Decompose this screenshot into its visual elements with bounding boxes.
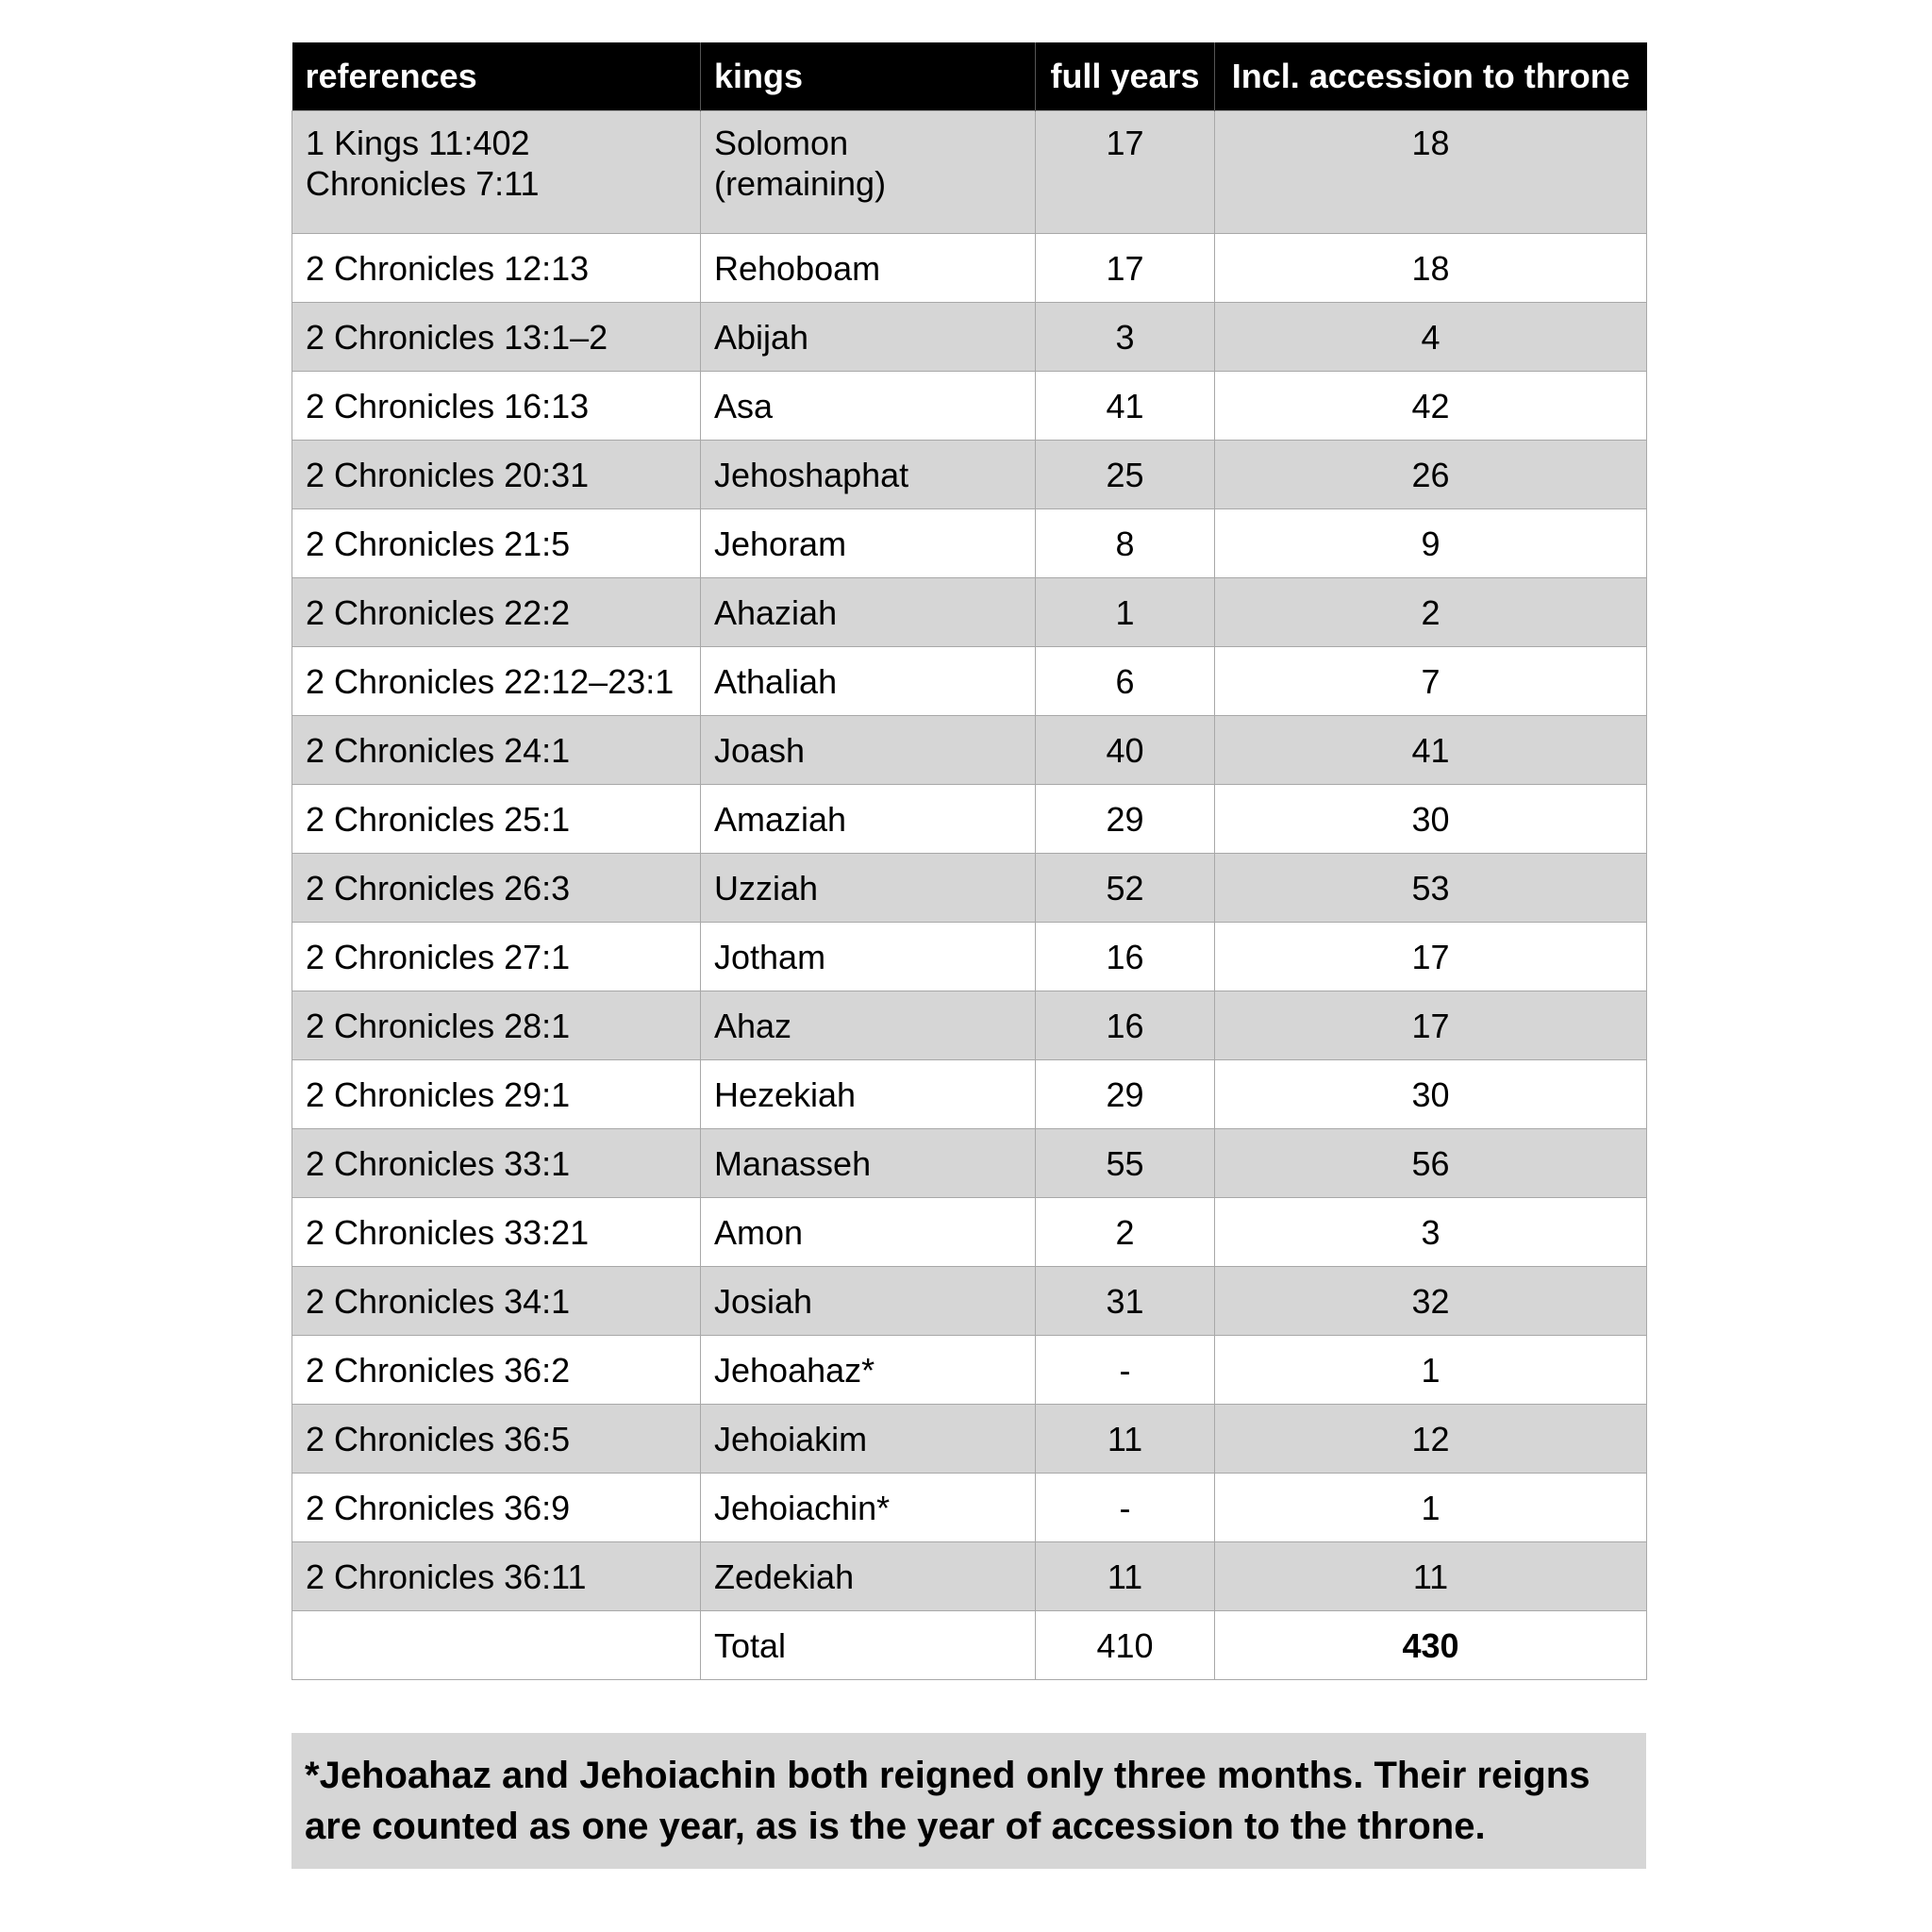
reference-cell: 2 Chronicles 36:9 [292,1474,701,1542]
accession-cell: 18 [1215,234,1647,303]
table-row [292,923,1647,991]
full-years-cell: 52 [1036,854,1215,923]
king-cell: Joash [701,716,1036,785]
accession-cell: 18 [1215,111,1647,234]
reference-cell: 2 Chronicles 22:12–23:1 [292,647,701,716]
full-years-cell: 41 [1036,372,1215,441]
full-years-cell: 25 [1036,441,1215,509]
reference-cell: 2 Chronicles 34:1 [292,1267,701,1336]
table-row [292,303,1647,372]
accession-cell: 42 [1215,372,1647,441]
king-cell: Ahaziah [701,578,1036,647]
king-cell: Josiah [701,1267,1036,1336]
accession-cell: 41 [1215,716,1647,785]
table-row [292,854,1647,923]
table-row [292,509,1647,578]
table-row [292,578,1647,647]
reference-cell: 2 Chronicles 28:1 [292,991,701,1060]
king-cell: Ahaz [701,991,1036,1060]
accession-cell: 11 [1215,1542,1647,1611]
table-body [292,111,1647,1611]
reference-cell: 2 Chronicles 24:1 [292,716,701,785]
table-row [292,441,1647,509]
accession-cell: 1 [1215,1336,1647,1405]
reference-cell: 2 Chronicles 33:21 [292,1198,701,1267]
table-row [292,111,1647,234]
accession-cell: 53 [1215,854,1647,923]
full-years-cell: 55 [1036,1129,1215,1198]
king-cell: Jehoiakim [701,1405,1036,1474]
reference-line: Chronicles 7:11 [306,164,540,203]
table-row [292,1474,1647,1542]
accession-cell: 56 [1215,1129,1647,1198]
full-years-cell: 17 [1036,234,1215,303]
reference-cell: 2 Chronicles 13:1–2 [292,303,701,372]
header-references: references [292,42,701,111]
table-row [292,234,1647,303]
table-row [292,785,1647,854]
header-accession: Incl. accession to throne [1215,42,1647,111]
accession-cell: 17 [1215,923,1647,991]
king-cell: Hezekiah [701,1060,1036,1129]
table-row [292,1129,1647,1198]
reference-cell: 2 Chronicles 12:13 [292,234,701,303]
reference-cell: 2 Chronicles 36:11 [292,1542,701,1611]
full-years-cell: 40 [1036,716,1215,785]
table-row [292,1060,1647,1129]
table-row [292,991,1647,1060]
king-line: (remaining) [714,164,887,203]
accession-cell: 2 [1215,578,1647,647]
reference-cell: 2 Chronicles 36:2 [292,1336,701,1405]
table-row [292,716,1647,785]
full-years-cell: 16 [1036,991,1215,1060]
accession-cell: 30 [1215,1060,1647,1129]
header-row [292,42,1647,111]
table-header [292,42,1647,111]
header-kings: kings [701,42,1036,111]
full-years-cell: 3 [1036,303,1215,372]
full-years-cell: 6 [1036,647,1215,716]
kings-reign-table [291,42,1647,1680]
reference-cell: 2 Chronicles 16:13 [292,372,701,441]
total-empty-cell [292,1611,701,1680]
accession-cell: 7 [1215,647,1647,716]
full-years-cell: 16 [1036,923,1215,991]
full-years-cell: 11 [1036,1542,1215,1611]
accession-cell: 4 [1215,303,1647,372]
table-row [292,1198,1647,1267]
table-row [292,1405,1647,1474]
king-cell: Jehoshaphat [701,441,1036,509]
table-row [292,647,1647,716]
king-cell: Abijah [701,303,1036,372]
accession-cell: 17 [1215,991,1647,1060]
total-row [292,1611,1647,1680]
full-years-cell: 17 [1036,111,1215,234]
total-full-years: 410 [1036,1611,1215,1680]
king-cell: Manasseh [701,1129,1036,1198]
reference-line: 1 Kings 11:402 [306,124,530,162]
king-cell: Amaziah [701,785,1036,854]
king-cell: Uzziah [701,854,1036,923]
king-cell: Rehoboam [701,234,1036,303]
accession-cell: 30 [1215,785,1647,854]
total-accession: 430 [1215,1611,1647,1680]
document-page [291,42,1646,1869]
full-years-cell: 31 [1036,1267,1215,1336]
king-cell: Athaliah [701,647,1036,716]
full-years-cell: 1 [1036,578,1215,647]
accession-cell: 1 [1215,1474,1647,1542]
king-cell: Zedekiah [701,1542,1036,1611]
full-years-cell: 2 [1036,1198,1215,1267]
king-cell: Asa [701,372,1036,441]
footnote: *Jehoahaz and Jehoiachin both reigned only three months. Their reigns are counted as one year, as is the year of accession to the throne. [291,1733,1646,1869]
full-years-cell: 29 [1036,1060,1215,1129]
king-cell: Jehoahaz* [701,1336,1036,1405]
reference-cell: 2 Chronicles 25:1 [292,785,701,854]
reference-cell: 2 Chronicles 29:1 [292,1060,701,1129]
accession-cell: 12 [1215,1405,1647,1474]
accession-cell: 9 [1215,509,1647,578]
king-cell: Jehoiachin* [701,1474,1036,1542]
total-label: Total [701,1611,1036,1680]
reference-cell: 2 Chronicles 36:5 [292,1405,701,1474]
header-full-years: full years [1036,42,1215,111]
reference-cell: 2 Chronicles 21:5 [292,509,701,578]
reference-cell: 2 Chronicles 26:3 [292,854,701,923]
reference-cell: 2 Chronicles 20:31 [292,441,701,509]
king-cell: Amon [701,1198,1036,1267]
accession-cell: 26 [1215,441,1647,509]
reference-cell: 2 Chronicles 27:1 [292,923,701,991]
king-line: Solomon [714,124,849,162]
full-years-cell: 8 [1036,509,1215,578]
reference-cell: 2 Chronicles 33:1 [292,1129,701,1198]
accession-cell: 32 [1215,1267,1647,1336]
full-years-cell: - [1036,1336,1215,1405]
king-cell [701,111,1036,234]
full-years-cell: - [1036,1474,1215,1542]
king-cell: Jotham [701,923,1036,991]
reference-cell: 2 Chronicles 22:2 [292,578,701,647]
table-row [292,1542,1647,1611]
reference-cell [292,111,701,234]
table-row [292,1267,1647,1336]
table-row [292,1336,1647,1405]
full-years-cell: 29 [1036,785,1215,854]
table-row [292,372,1647,441]
table-footer [292,1611,1647,1680]
accession-cell: 3 [1215,1198,1647,1267]
king-cell: Jehoram [701,509,1036,578]
full-years-cell: 11 [1036,1405,1215,1474]
